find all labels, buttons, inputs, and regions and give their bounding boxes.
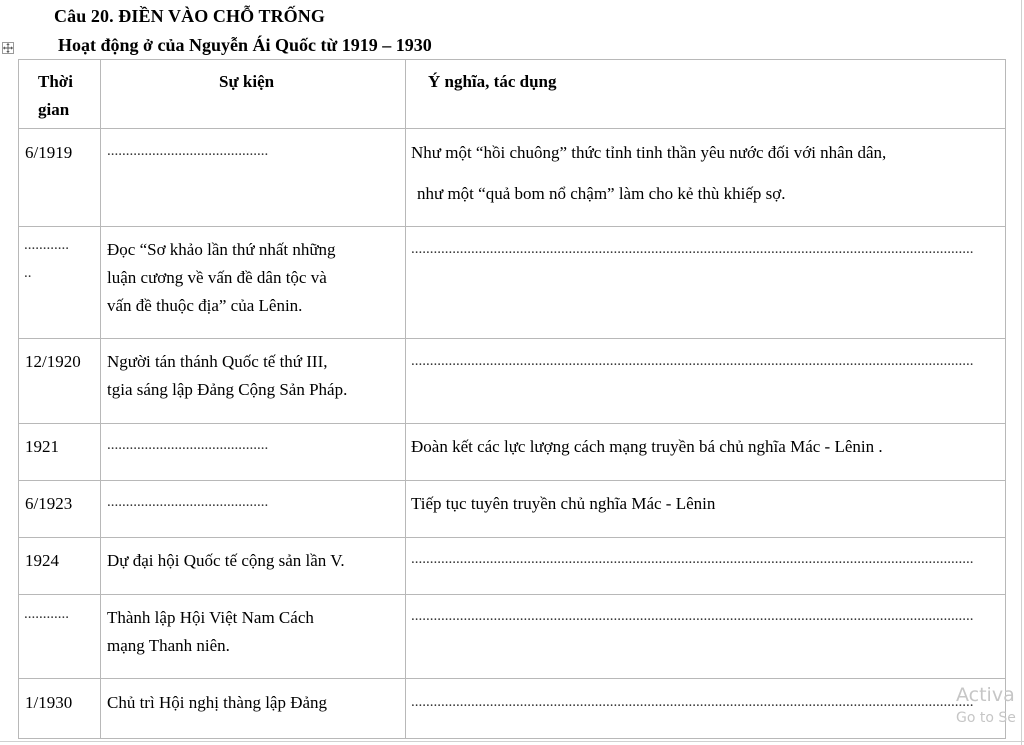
- row4-event-blank[interactable]: ...........................................: [107, 437, 269, 453]
- header-meaning: Ý nghĩa, tác dụng: [428, 72, 557, 91]
- row6-meaning-blank[interactable]: ......................................................................................................................................................: [411, 551, 974, 567]
- row-border: [18, 537, 1006, 538]
- row2-time-blank-line2[interactable]: ..: [24, 265, 32, 281]
- row-border: [18, 594, 1006, 595]
- row6-time: 1924: [25, 551, 59, 570]
- row-border: [18, 738, 1006, 739]
- row7-meaning-blank[interactable]: ......................................................................................................................................................: [411, 608, 974, 624]
- row2-meaning-blank[interactable]: ......................................................................................................................................................: [411, 241, 974, 257]
- row8-event: Chủ trì Hội nghị thàng lập Đảng: [107, 693, 328, 712]
- row-border: [18, 338, 1006, 339]
- col-divider-event: [405, 59, 406, 739]
- row5-event-blank[interactable]: ...........................................: [107, 494, 269, 510]
- row1-meaning-line1: Như một “hồi chuông” thức tỉnh tinh thần yêu nước đối với nhân dân,: [411, 143, 887, 162]
- row7-event-line2: mạng Thanh niên.: [107, 636, 230, 655]
- row2-event-line2: luận cương về vấn đề dân tộc và: [107, 268, 327, 287]
- row4-time: 1921: [25, 437, 59, 456]
- table-right-border: [1005, 59, 1006, 739]
- table-caption: Hoạt động ở của Nguyễn Ái Quốc từ 1919 – 1930: [58, 35, 432, 55]
- row6-event: Dự đại hội Quốc tế cộng sản lần V.: [107, 551, 345, 570]
- row5-meaning: Tiếp tục tuyên truyền chủ nghĩa Mác - Lênin: [411, 494, 716, 513]
- row1-time: 6/1919: [25, 143, 73, 162]
- header-time-line2: gian: [38, 100, 70, 119]
- row1-event-blank[interactable]: ...........................................: [107, 143, 269, 159]
- row-border: [18, 226, 1006, 227]
- watermark-line2: Go to Se: [956, 710, 1016, 726]
- row7-event-line1: Thành lập Hội Việt Nam Cách: [107, 608, 314, 627]
- row8-time: 1/1930: [25, 693, 73, 712]
- row-border: [18, 59, 1006, 60]
- row2-event-line1: Đọc “Sơ khảo lần thứ nhất những: [107, 240, 336, 259]
- row2-time-blank-line1[interactable]: ............: [24, 237, 69, 253]
- watermark-line1: Activa: [956, 684, 1015, 706]
- row4-meaning: Đoàn kết các lực lượng cách mạng truyền bá chủ nghĩa Mác - Lênin .: [411, 437, 883, 456]
- row3-event-line2: tgia sáng lập Đảng Cộng Sản Pháp.: [107, 380, 348, 399]
- row5-time: 6/1923: [25, 494, 73, 513]
- header-time-line1: Thời: [38, 72, 73, 91]
- row3-meaning-blank[interactable]: ......................................................................................................................................................: [411, 353, 974, 369]
- row-border: [18, 678, 1006, 679]
- row2-event-line3: vấn đề thuộc địa” của Lênin.: [107, 296, 303, 315]
- question-title: Câu 20. ĐIỀN VÀO CHỖ TRỐNG: [54, 6, 325, 26]
- row3-event-line1: Người tán thánh Quốc tế thứ III,: [107, 352, 328, 371]
- header-event: Sự kiện: [219, 72, 275, 91]
- row-border: [18, 423, 1006, 424]
- row-border: [18, 480, 1006, 481]
- table-left-border: [18, 59, 19, 739]
- row-border: [18, 128, 1006, 129]
- activation-watermark: [956, 684, 1016, 727]
- row1-meaning-line2: như một “quả bom nổ chậm” làm cho kẻ thù khiếp sợ.: [417, 184, 786, 203]
- row7-time-blank[interactable]: ............: [24, 606, 69, 622]
- row8-meaning-blank[interactable]: ......................................................................................................................................................: [411, 694, 974, 710]
- col-divider-time: [100, 59, 101, 739]
- row3-time: 12/1920: [25, 352, 81, 371]
